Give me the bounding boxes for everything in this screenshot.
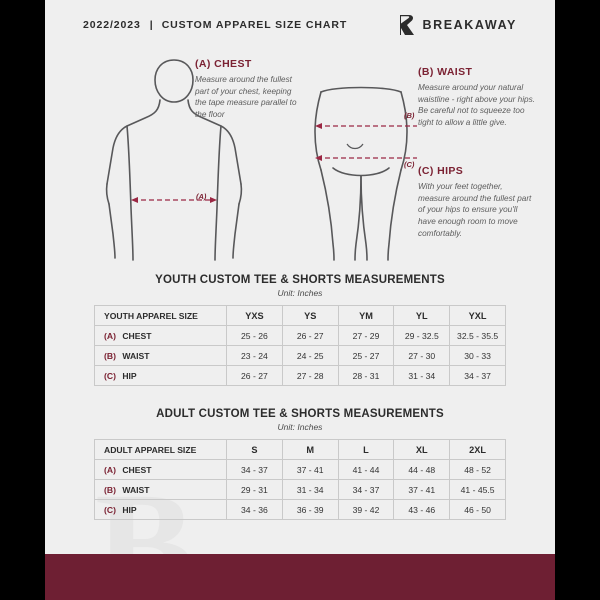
- youth-unit: Unit: Inches: [277, 288, 323, 298]
- adult-chest-tag: (A): [104, 464, 116, 475]
- youth-chest-yxl: 32.5 - 35.5: [450, 326, 506, 346]
- breakaway-b-logo-icon: [398, 14, 415, 36]
- youth-title: YOUTH CUSTOM TEE & SHORTS MEASUREMENTS: [155, 274, 445, 286]
- adult-waist-name: WAIST: [122, 484, 150, 495]
- adult-waist-2xl: 41 - 45.5: [450, 480, 506, 500]
- waist-marker-label: (B): [404, 111, 415, 120]
- chest-heading: (A) CHEST: [195, 58, 252, 70]
- adult-hip-2xl: 46 - 50: [450, 500, 506, 520]
- youth-chest-tag: (A): [104, 330, 116, 341]
- table-row: [95, 500, 506, 520]
- chest-description-block: [195, 58, 303, 121]
- adult-size-table: [94, 439, 506, 520]
- youth-waist-ym: 25 - 27: [338, 346, 394, 366]
- adult-waist-tag: (B): [104, 484, 116, 495]
- table-row: [95, 460, 506, 480]
- adult-section: [45, 408, 555, 520]
- youth-col-2: YM: [338, 306, 394, 326]
- adult-row-label-waist: [95, 480, 227, 500]
- youth-chest-yxs: 25 - 26: [227, 326, 283, 346]
- table-row: [95, 480, 506, 500]
- adult-chest-2xl: 48 - 52: [450, 460, 506, 480]
- waist-heading: (B) WAIST: [418, 66, 473, 78]
- header-year: 2022/2023: [83, 19, 141, 31]
- youth-row-label-chest: [95, 326, 227, 346]
- youth-waist-tag: (B): [104, 350, 116, 361]
- waist-text: Measure around your natural waistline - right above your hips. Be careful not to squeeze too tight to allow a little give.: [418, 83, 535, 127]
- adult-chest-m: 37 - 41: [282, 460, 338, 480]
- adult-hip-xl: 43 - 46: [394, 500, 450, 520]
- brand-name: BREAKAWAY: [422, 18, 517, 32]
- footer-bar: [45, 554, 555, 600]
- adult-chest-s: 34 - 37: [227, 460, 283, 480]
- adult-hip-tag: (C): [104, 504, 116, 515]
- youth-hip-yl: 31 - 34: [394, 366, 450, 386]
- adult-waist-l: 34 - 37: [338, 480, 394, 500]
- youth-row-label-waist: [95, 346, 227, 366]
- table-row: [95, 366, 506, 386]
- youth-col-1: YS: [282, 306, 338, 326]
- adult-unit: Unit: Inches: [277, 422, 323, 432]
- youth-row-header: YOUTH APPAREL SIZE: [95, 306, 227, 326]
- youth-chest-ys: 26 - 27: [282, 326, 338, 346]
- youth-size-table: [94, 305, 506, 386]
- adult-row-header: ADULT APPAREL SIZE: [95, 440, 227, 460]
- adult-hip-s: 34 - 36: [227, 500, 283, 520]
- adult-waist-m: 31 - 34: [282, 480, 338, 500]
- measurement-diagram: [45, 48, 555, 270]
- youth-waist-ys: 24 - 25: [282, 346, 338, 366]
- youth-chest-yl: 29 - 32.5: [394, 326, 450, 346]
- youth-col-0: YXS: [227, 306, 283, 326]
- header-separator: |: [149, 19, 153, 31]
- hips-marker-label: (C): [404, 160, 415, 169]
- hips-text: With your feet together, measure around the fullest part of your hips to ensure you'll have enough room to move comfortably.: [418, 182, 532, 238]
- adult-col-0: S: [227, 440, 283, 460]
- adult-waist-xl: 37 - 41: [394, 480, 450, 500]
- page-header: [45, 0, 555, 50]
- youth-waist-yl: 27 - 30: [394, 346, 450, 366]
- youth-row-label-hip: [95, 366, 227, 386]
- youth-section: [45, 274, 555, 386]
- youth-hip-yxs: 26 - 27: [227, 366, 283, 386]
- youth-chest-ym: 27 - 29: [338, 326, 394, 346]
- brand-logo: [398, 14, 517, 36]
- adult-col-3: XL: [394, 440, 450, 460]
- adult-title: ADULT CUSTOM TEE & SHORTS MEASUREMENTS: [156, 408, 444, 420]
- adult-hip-l: 39 - 42: [338, 500, 394, 520]
- youth-waist-yxs: 23 - 24: [227, 346, 283, 366]
- page-title: CUSTOM APPAREL SIZE CHART: [161, 19, 348, 31]
- youth-waist-yxl: 30 - 33: [450, 346, 506, 366]
- adult-col-1: M: [282, 440, 338, 460]
- hips-heading: (C) HIPS: [418, 165, 464, 177]
- youth-col-4: YXL: [450, 306, 506, 326]
- hips-description-block: [418, 165, 536, 239]
- table-header-row: [95, 306, 506, 326]
- adult-row-label-hip: [95, 500, 227, 520]
- chest-marker-label: (A): [196, 192, 207, 201]
- adult-chest-l: 41 - 44: [338, 460, 394, 480]
- youth-hip-name: HIP: [122, 370, 137, 381]
- adult-waist-s: 29 - 31: [227, 480, 283, 500]
- adult-hip-m: 36 - 39: [282, 500, 338, 520]
- youth-chest-name: CHEST: [122, 330, 152, 341]
- table-header-row: [95, 440, 506, 460]
- youth-hip-tag: (C): [104, 370, 116, 381]
- adult-hip-name: HIP: [122, 504, 137, 515]
- waist-description-block: [418, 66, 536, 129]
- chest-text: Measure around the fullest part of your chest, keeping the tape measure parallel to the floor: [195, 75, 297, 119]
- youth-col-3: YL: [394, 306, 450, 326]
- youth-waist-name: WAIST: [122, 350, 150, 361]
- adult-col-4: 2XL: [450, 440, 506, 460]
- adult-chest-xl: 44 - 48: [394, 460, 450, 480]
- youth-hip-ys: 27 - 28: [282, 366, 338, 386]
- size-chart-page: [45, 0, 555, 600]
- youth-hip-ym: 28 - 31: [338, 366, 394, 386]
- youth-hip-yxl: 34 - 37: [450, 366, 506, 386]
- adult-col-2: L: [338, 440, 394, 460]
- table-row: [95, 346, 506, 366]
- adult-chest-name: CHEST: [122, 464, 152, 475]
- table-row: [95, 326, 506, 346]
- adult-row-label-chest: [95, 460, 227, 480]
